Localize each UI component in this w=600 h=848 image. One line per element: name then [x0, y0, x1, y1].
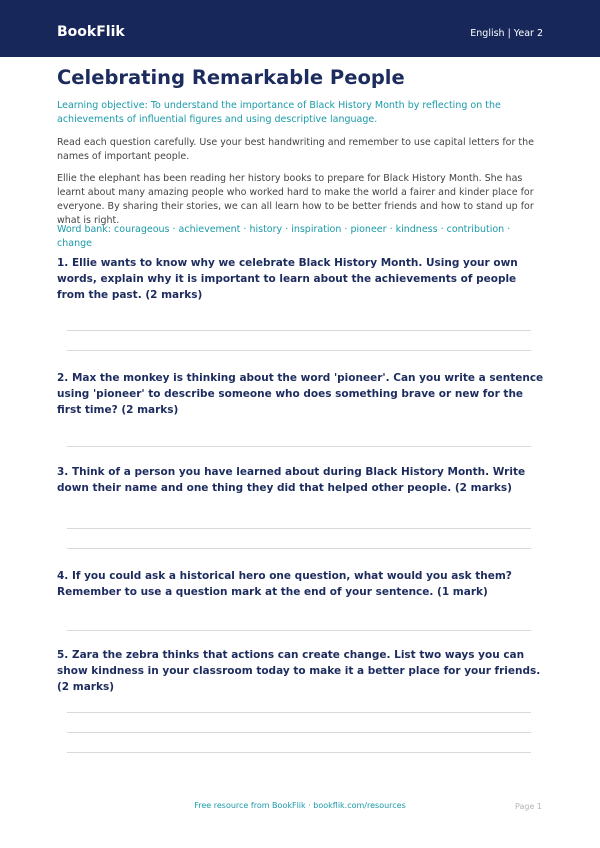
header-bar	[0, 0, 600, 57]
answer-line-q1-1[interactable]	[67, 330, 531, 331]
learning-objective: Learning objective: To understand the importance of Black History Month by reflecting on the achievements of influential figures and using descriptive language.	[57, 100, 501, 125]
word-bank: Word bank: courageous · achievement · history · inspiration · pioneer · kindness · contribution · change	[57, 224, 511, 249]
answer-line-q4-1[interactable]	[67, 630, 531, 631]
answer-line-q1-2[interactable]	[67, 350, 531, 351]
worksheet-title: Celebrating Remarkable People	[57, 66, 405, 89]
answer-line-q3-2[interactable]	[67, 548, 531, 549]
question-1: 1. Ellie wants to know why we celebrate Black History Month. Using your own words, explain why it is important to learn about the achievements of people from the past. (2 marks)	[57, 257, 518, 301]
page-number: Page 1	[515, 802, 542, 811]
story-paragraph: Ellie the elephant has been reading her history books to prepare for Black History Month. She has learnt about many amazing people who worked hard to make the world a fairer and kinder place for everyone. By sharing their stories, we can all learn how to be better friends and how to stand up for what is right.	[57, 173, 534, 226]
footer-source: Free resource from BookFlik · bookflik.com/resources	[194, 801, 406, 810]
instructions: Read each question carefully. Use your best handwriting and remember to use capital letters for the names of important people.	[57, 137, 535, 162]
question-3: 3. Think of a person you have learned about during Black History Month. Write down their name and one thing they did that helped other people. (2 marks)	[57, 466, 526, 494]
brand-name: BookFlik	[57, 24, 125, 40]
answer-line-q5-1[interactable]	[67, 712, 531, 713]
question-5: 5. Zara the zebra thinks that actions can create change. List two ways you can show kindness in your classroom today to make it a better place for your friends. (2 marks)	[57, 649, 541, 693]
answer-line-q2-1[interactable]	[67, 446, 531, 447]
question-4: 4. If you could ask a historical hero one question, what would you ask them? Remember to use a question mark at the end of your sentence. (1 mark)	[57, 570, 512, 598]
answer-line-q3-1[interactable]	[67, 528, 531, 529]
answer-line-q5-2[interactable]	[67, 732, 531, 733]
answer-line-q5-3[interactable]	[67, 752, 531, 753]
question-2: 2. Max the monkey is thinking about the word 'pioneer'. Can you write a sentence using 'pioneer' to describe someone who does something brave or new for the first time? (2 marks)	[57, 372, 544, 416]
subject-year-label: English | Year 2	[470, 28, 543, 39]
